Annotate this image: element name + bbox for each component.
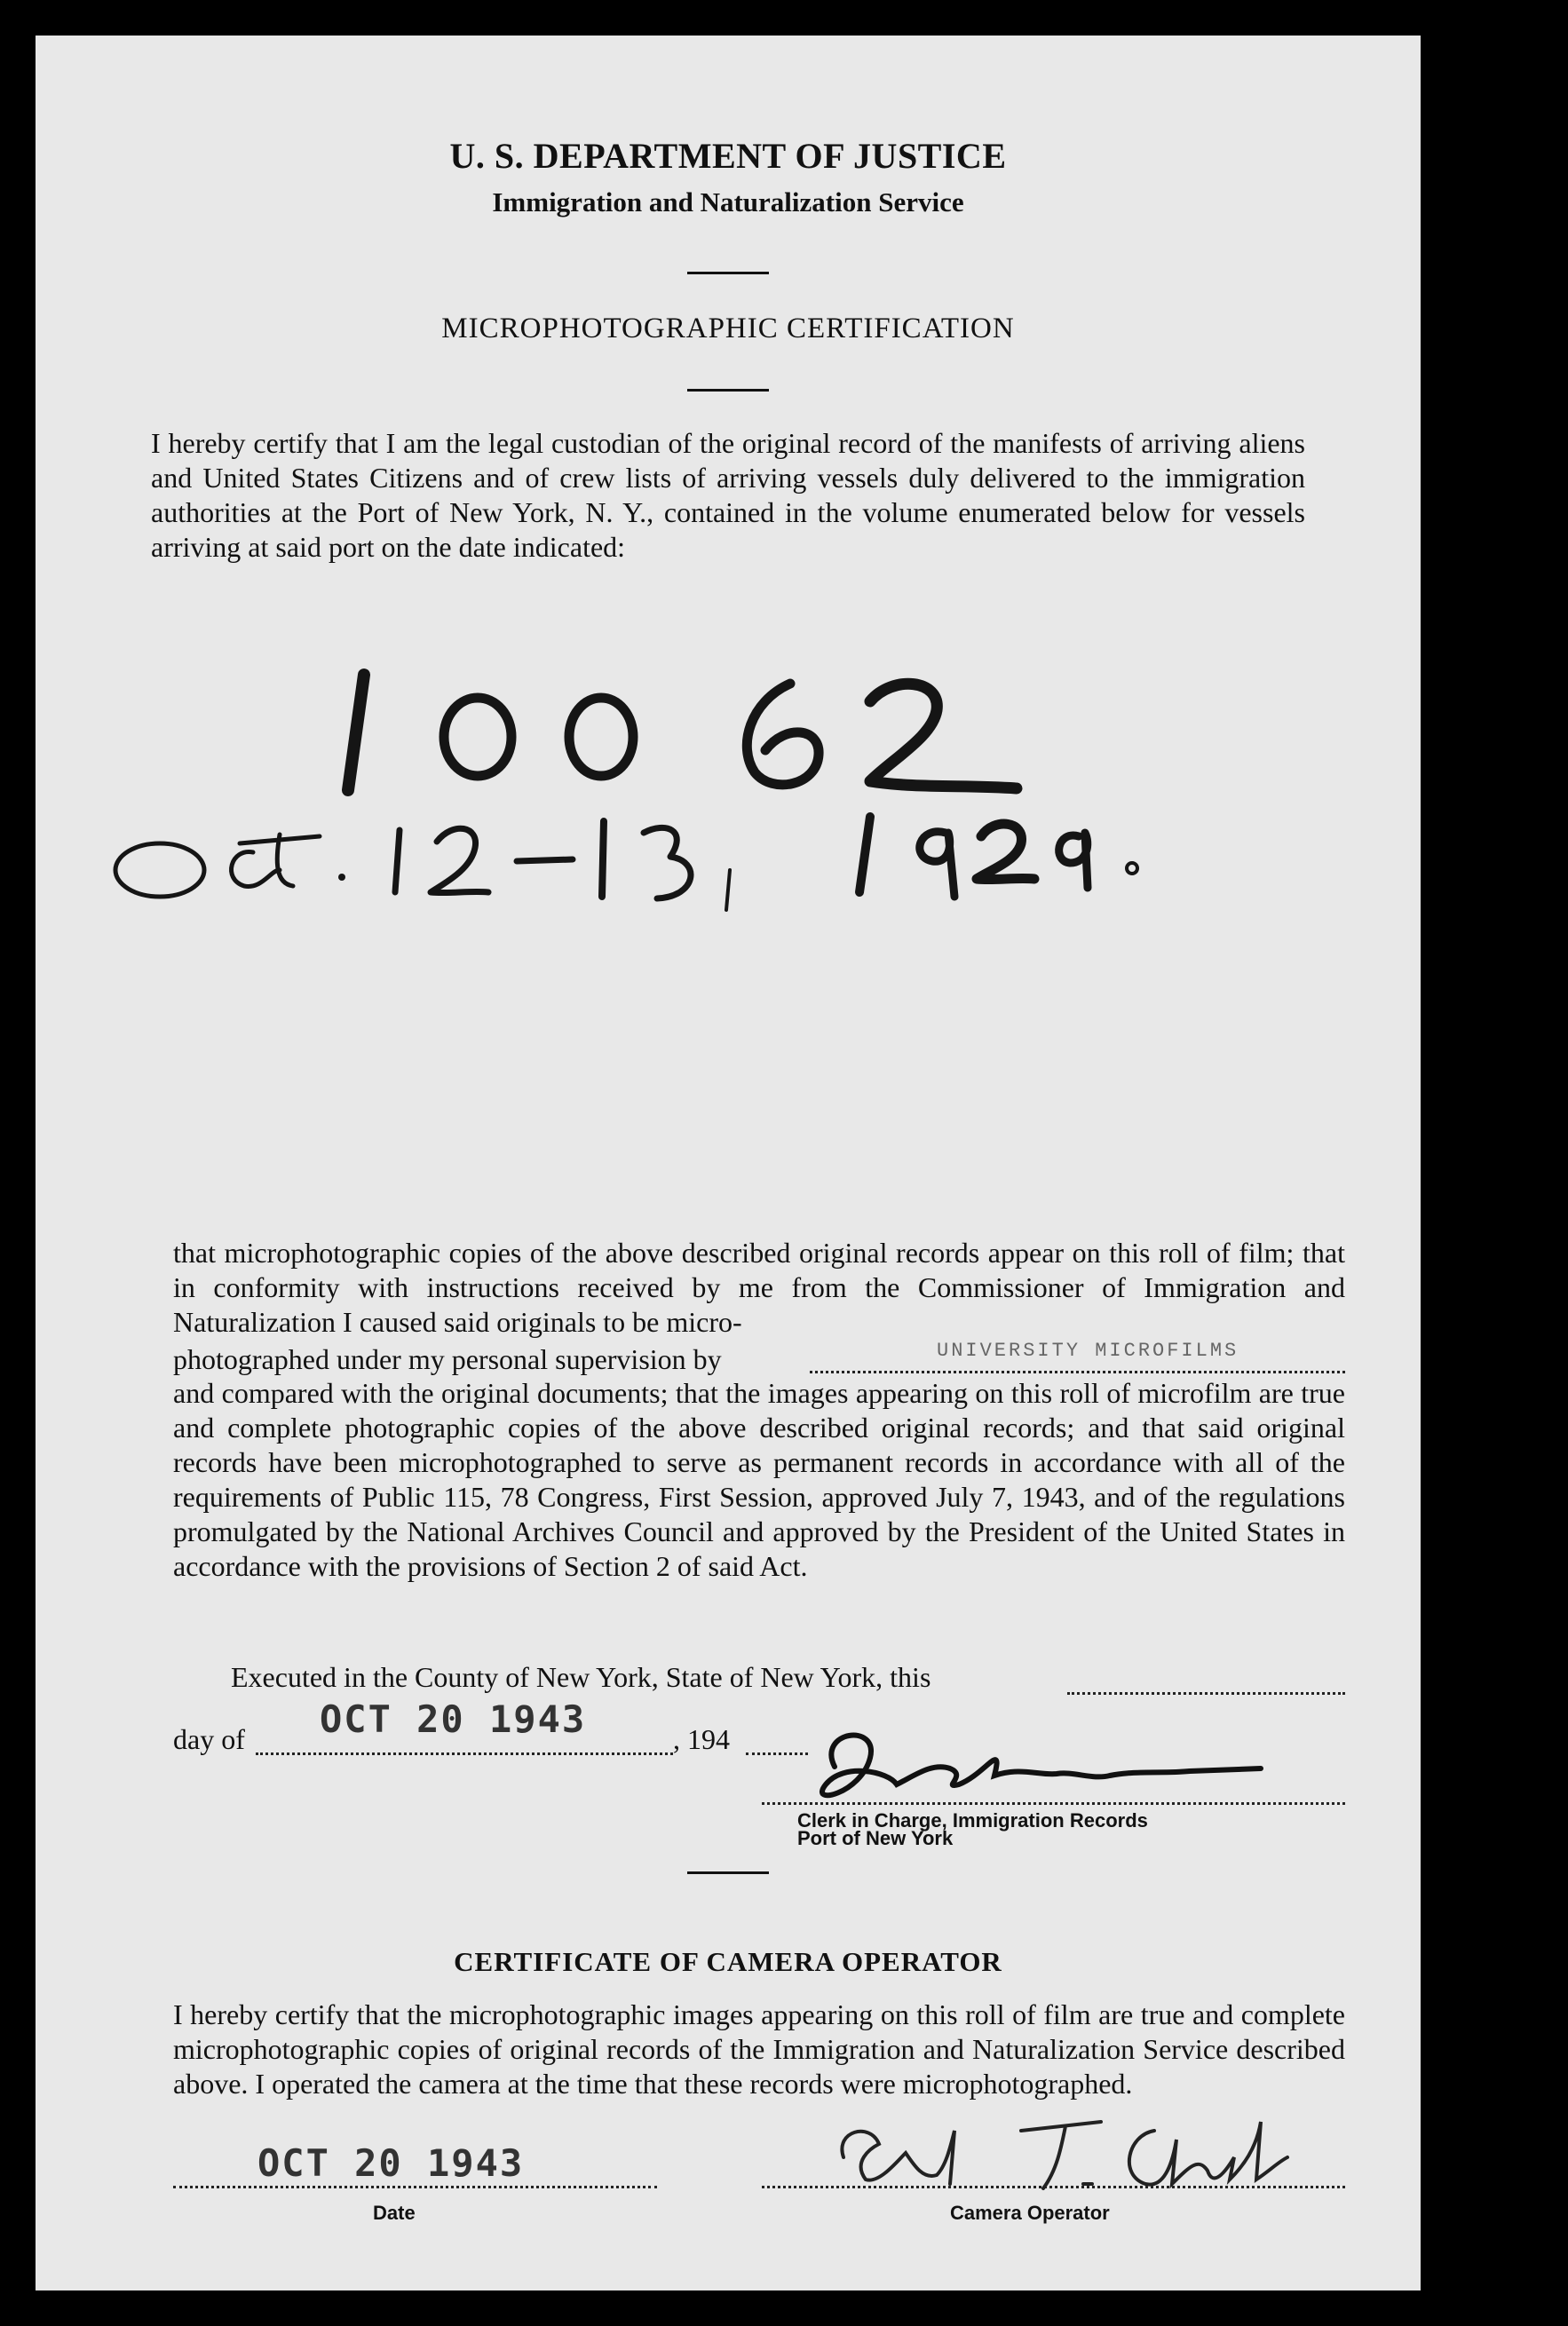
executed-line (231, 1660, 931, 1695)
camera-operator-heading: CERTIFICATE OF CAMERA OPERATOR (454, 1946, 1002, 1977)
clerk-signature (781, 1722, 1279, 1820)
intro-paragraph: I hereby certify that I am the legal custodian of the original record of the manifests of arriving aliens and United States Citizens and of crew lists of arriving vessels duly delivered to the immigration authorities at the Port of New York, N. Y., contained in the volume enumerated below for vessels arriving at said port on the date indicated: (151, 427, 1305, 563)
camera-operator-paragraph: I hereby certify that the microphotographic images appearing on this roll of film are true and complete microphotographic copies of original records of the Immigration and Naturalization Service described above. I operated the camera at the time that these records were microphotographed. (173, 1998, 1345, 2100)
handwritten-entry (89, 604, 1367, 923)
operator-date-label: Date (373, 2202, 416, 2224)
day-of-label: day of (173, 1723, 245, 1755)
clerk-title-line1: Clerk in Charge, Immigration Records (797, 1809, 1148, 1832)
supervision-by-value: UNIVERSITY MICROFILMS (937, 1340, 1239, 1362)
clerk-title-line2: Port of New York (797, 1827, 954, 1849)
operator-date-line (173, 2177, 657, 2188)
body-paragraph-1: that microphotographic copies of the above described original records appear on this roll of film; that in conformity with instructions received by me from the Commissioner of Immigration and Naturalization I caused said originals to be micro- (173, 1237, 1345, 1338)
form-title: MICROPHOTOGRAPHIC CERTIFICATION (441, 313, 1015, 344)
divider-second (687, 389, 769, 392)
operator-signature (817, 2095, 1314, 2211)
date-stamp: OCT 20 1943 (320, 1697, 587, 1741)
divider-top (687, 272, 769, 274)
service-subtitle: Immigration and Naturalization Service (492, 186, 964, 218)
department-title: U. S. DEPARTMENT OF JUSTICE (449, 136, 1007, 176)
operator-signature-line (762, 2177, 1345, 2188)
operator-date-stamp: OCT 20 1943 (257, 2141, 525, 2185)
executed-text: Executed in the County of New York, State of New York, this (231, 1661, 931, 1693)
operator-signature-label: Camera Operator (950, 2202, 1110, 2224)
supervision-prefix: photographed under my personal supervision by (173, 1343, 722, 1375)
supervision-line (173, 1342, 1345, 1378)
certificate-sheet (36, 36, 1421, 2290)
body-paragraph-2: and compared with the original documents; that the images appearing on this roll of microfilm are true and complete photographic copies of the above described original records; and that said original records have been microphotographed to serve as permanent records in accordance with all of the requirements of Public 115, 78 Congress, First Session, approved July 7, 1943, and of the regulations promulgated by the National Archives Council and approved by the President of the United States in accordance with the provisions of Section 2 of said Act. (173, 1377, 1345, 1582)
divider-third (687, 1871, 769, 1874)
year-suffix: , 194 (673, 1723, 730, 1755)
clerk-signature-line (762, 1793, 1345, 1805)
executed-day-blank (1067, 1674, 1345, 1695)
